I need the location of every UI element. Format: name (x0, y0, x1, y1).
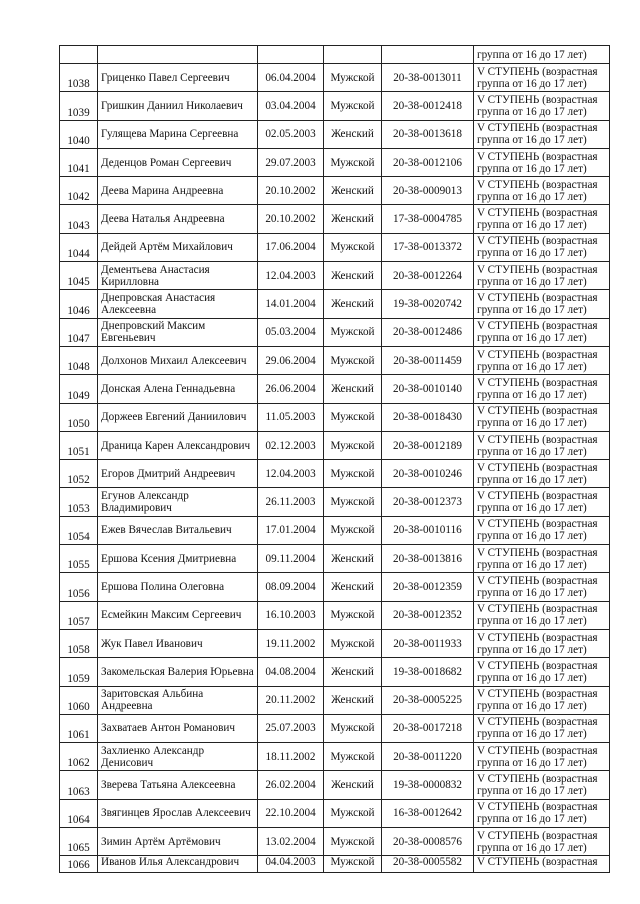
step-group-text: группа от 16 до 17 лет) (477, 190, 587, 203)
cell-num: 1042 (60, 177, 98, 205)
cell-step (474, 686, 610, 714)
cell-step (474, 403, 610, 431)
step-group-text: группа от 16 до 17 лет) (477, 332, 587, 345)
table-row (60, 64, 610, 92)
cell-num: 1052 (60, 460, 98, 488)
step-level-text: V СТУПЕНЬ (возрастная (477, 603, 598, 616)
cell-num: 1064 (60, 799, 98, 827)
table-row (60, 92, 610, 120)
cell-code: 20-38-0013011 (382, 64, 474, 92)
cell-code: 20-38-0011933 (382, 629, 474, 657)
table-row (60, 148, 610, 176)
step-group-text: группа от 16 до 17 лет) (477, 275, 587, 288)
cell-step (474, 262, 610, 290)
cell-num: 1061 (60, 714, 98, 742)
step-level-text: V СТУПЕНЬ (возрастная (477, 773, 598, 786)
table-row (60, 743, 610, 771)
cell-code: 20-38-0018430 (382, 403, 474, 431)
table-row (60, 177, 610, 205)
table-row (60, 828, 610, 856)
table-row (60, 233, 610, 261)
cell-name: Егунов Александр Владимирович (98, 488, 258, 516)
step-level-text: V СТУПЕНЬ (возрастная (477, 433, 598, 446)
cell-num: 1058 (60, 629, 98, 657)
table-row (60, 516, 610, 544)
cell-num: 1046 (60, 290, 98, 318)
cell-num: 1065 (60, 828, 98, 856)
cell-step (474, 799, 610, 827)
cell-code: 20-38-0013816 (382, 545, 474, 573)
cell-step (474, 743, 610, 771)
cell-code: 20-38-0012359 (382, 573, 474, 601)
cell-step (474, 92, 610, 120)
step-group-text: группа от 16 до 17 лет) (477, 615, 587, 628)
table-row (60, 545, 610, 573)
cell-date: 17.06.2004 (258, 233, 324, 261)
cell-code: 20-38-0011220 (382, 743, 474, 771)
cell-code: 20-38-0012486 (382, 318, 474, 346)
cell-num: 1049 (60, 375, 98, 403)
cell-step (474, 120, 610, 148)
step-group-text: группа от 16 до 17 лет) (477, 219, 587, 232)
step-group-text: группа от 16 до 17 лет) (477, 445, 587, 458)
cell-code: 19-38-0018682 (382, 658, 474, 686)
table-row (60, 799, 610, 827)
table-row (60, 346, 610, 374)
cell-date: 13.02.2004 (258, 828, 324, 856)
table-row (60, 714, 610, 742)
cell-step (474, 233, 610, 261)
cell-sex: Мужской (324, 743, 382, 771)
cell-name (98, 46, 258, 64)
cell-date: 04.08.2004 (258, 658, 324, 686)
cell-sex: Мужской (324, 460, 382, 488)
step-level-text: V СТУПЕНЬ (возрастная (477, 405, 598, 418)
cell-name: Есмейкин Максим Сергеевич (98, 601, 258, 629)
step-group-text: группа от 16 до 17 лет) (477, 247, 587, 260)
table-row (60, 601, 610, 629)
cell-date: 20.10.2002 (258, 177, 324, 205)
registry-table (59, 45, 610, 873)
cell-sex: Мужской (324, 601, 382, 629)
table-row (60, 629, 610, 657)
cell-date: 12.04.2003 (258, 262, 324, 290)
cell-sex: Мужской (324, 629, 382, 657)
table-row (60, 686, 610, 714)
cell-name: Гришкин Даниил Николаевич (98, 92, 258, 120)
cell-name: Иванов Илья Александрович (98, 856, 258, 873)
cell-code: 20-38-0012352 (382, 601, 474, 629)
cell-sex (324, 46, 382, 64)
cell-step (474, 714, 610, 742)
cell-date: 26.11.2003 (258, 488, 324, 516)
step-level-text: V СТУПЕНЬ (возрастная (477, 574, 598, 587)
cell-num: 1039 (60, 92, 98, 120)
cell-date: 20.10.2002 (258, 205, 324, 233)
cell-sex: Мужской (324, 148, 382, 176)
step-level-text: V СТУПЕНЬ (возрастная (477, 348, 598, 361)
cell-date: 20.11.2002 (258, 686, 324, 714)
cell-step (474, 573, 610, 601)
cell-num: 1045 (60, 262, 98, 290)
step-level-text: V СТУПЕНЬ (возрастная (477, 546, 598, 559)
table-row (60, 431, 610, 459)
step-group-text: группа от 16 до 17 лет) (477, 586, 587, 599)
cell-sex: Женский (324, 177, 382, 205)
cell-num: 1053 (60, 488, 98, 516)
cell-num: 1047 (60, 318, 98, 346)
step-group-text: группа от 16 до 17 лет) (477, 558, 587, 571)
cell-code: 20-38-0012264 (382, 262, 474, 290)
cell-code: 20-38-0010246 (382, 460, 474, 488)
table-row-continuation (60, 46, 610, 64)
cell-sex: Мужской (324, 403, 382, 431)
step-group-text: группа от 16 до 17 лет) (477, 304, 587, 317)
cell-code: 17-38-0004785 (382, 205, 474, 233)
cell-step (474, 545, 610, 573)
step-group-text: группа от 16 до 17 лет) (477, 728, 587, 741)
step-level-text: V СТУПЕНЬ (возрастная (477, 320, 598, 333)
cell-code: 20-38-0012189 (382, 431, 474, 459)
cell-num: 1051 (60, 431, 98, 459)
cell-date: 18.11.2002 (258, 743, 324, 771)
step-level-text: V СТУПЕНЬ (возрастная (477, 122, 598, 135)
cell-step (474, 46, 610, 64)
cell-name: Захлиенко Александр Денисович (98, 743, 258, 771)
table-row (60, 771, 610, 799)
cell-sex: Мужской (324, 828, 382, 856)
cell-sex: Женский (324, 686, 382, 714)
step-level-text: V СТУПЕНЬ (возрастная (477, 263, 598, 276)
cell-name: Деденцов Роман Сергеевич (98, 148, 258, 176)
cell-sex: Мужской (324, 64, 382, 92)
cell-sex: Мужской (324, 856, 382, 873)
cell-sex: Женский (324, 290, 382, 318)
cell-step (474, 460, 610, 488)
cell-sex: Женский (324, 375, 382, 403)
cell-name: Гриценко Павел Сергеевич (98, 64, 258, 92)
cell-sex: Мужской (324, 488, 382, 516)
step-group-text: группа от 16 до 17 лет) (477, 162, 587, 175)
cell-step (474, 601, 610, 629)
cell-name: Донская Алена Геннадьевна (98, 375, 258, 403)
cell-step (474, 375, 610, 403)
cell-name: Зверева Татьяна Алексеевна (98, 771, 258, 799)
cell-name: Захватаев Антон Романович (98, 714, 258, 742)
cell-code: 20-38-0010116 (382, 516, 474, 544)
cell-date: 08.09.2004 (258, 573, 324, 601)
cell-step (474, 148, 610, 176)
cell-num: 1063 (60, 771, 98, 799)
step-level-text: V СТУПЕНЬ (возрастная (477, 659, 598, 672)
step-level-text: V СТУПЕНЬ (возрастная (477, 829, 598, 842)
step-level-text: V СТУПЕНЬ (возрастная (477, 801, 598, 814)
cell-num: 1054 (60, 516, 98, 544)
cell-step (474, 318, 610, 346)
cell-name: Ершова Полина Олеговна (98, 573, 258, 601)
cell-date: 02.12.2003 (258, 431, 324, 459)
cell-step (474, 64, 610, 92)
cell-name: Зимин Артём Артёмович (98, 828, 258, 856)
step-level-text: V СТУПЕНЬ (возрастная (477, 93, 598, 106)
cell-num: 1056 (60, 573, 98, 601)
step-level-text: V СТУПЕНЬ (возрастная (477, 178, 598, 191)
step-level-text: V СТУПЕНЬ (возрастная (477, 376, 598, 389)
cell-step (474, 629, 610, 657)
cell-name: Драница Карен Александрович (98, 431, 258, 459)
table-row (60, 460, 610, 488)
cell-step (474, 856, 610, 873)
step-level-text: V СТУПЕНЬ (возрастная (477, 235, 598, 248)
step-group-text: группа от 16 до 17 лет) (477, 105, 587, 118)
cell-code: 20-38-0010140 (382, 375, 474, 403)
cell-date: 22.10.2004 (258, 799, 324, 827)
table-row (60, 205, 610, 233)
cell-sex: Мужской (324, 714, 382, 742)
cell-code: 20-38-0013618 (382, 120, 474, 148)
cell-date: 05.03.2004 (258, 318, 324, 346)
cell-name: Жук Павел Иванович (98, 629, 258, 657)
cell-date: 14.01.2004 (258, 290, 324, 318)
cell-step (474, 290, 610, 318)
step-group-text: группа от 16 до 17 лет) (477, 671, 587, 684)
cell-step (474, 658, 610, 686)
cell-name: Деева Наталья Андреевна (98, 205, 258, 233)
cell-sex: Мужской (324, 431, 382, 459)
cell-date: 02.05.2003 (258, 120, 324, 148)
cell-sex: Мужской (324, 318, 382, 346)
cell-name: Долхонов Михаил Алексеевич (98, 346, 258, 374)
cell-code: 17-38-0013372 (382, 233, 474, 261)
cell-sex: Мужской (324, 346, 382, 374)
step-group-text: группа от 16 до 17 лет) (477, 841, 587, 854)
cell-name: Закомельская Валерия Юрьевна (98, 658, 258, 686)
cell-name: Днепровский Максим Евгеньевич (98, 318, 258, 346)
cell-num: 1060 (60, 686, 98, 714)
step-group-text: группа от 16 до 17 лет) (477, 48, 587, 61)
step-group-text: группа от 16 до 17 лет) (477, 785, 587, 798)
step-level-text: V СТУПЕНЬ (возрастная (477, 150, 598, 163)
cell-step (474, 177, 610, 205)
cell-step (474, 431, 610, 459)
cell-code: 20-38-0017218 (382, 714, 474, 742)
step-level-text: V СТУПЕНЬ (возрастная (477, 490, 598, 503)
step-group-text: группа от 16 до 17 лет) (477, 813, 587, 826)
cell-code: 19-38-0000832 (382, 771, 474, 799)
step-level-text: V СТУПЕНЬ (возрастная (477, 207, 598, 220)
step-group-text: группа от 16 до 17 лет) (477, 77, 587, 90)
table-row (60, 375, 610, 403)
step-level-text: V СТУПЕНЬ (возрастная (477, 688, 598, 701)
cell-sex: Мужской (324, 799, 382, 827)
cell-step (474, 488, 610, 516)
cell-code: 20-38-0012373 (382, 488, 474, 516)
cell-num: 1066 (60, 856, 98, 873)
cell-name: Ежев Вячеслав Витальевич (98, 516, 258, 544)
step-level-text: V СТУПЕНЬ (возрастная (477, 461, 598, 474)
cell-code: 20-38-0011459 (382, 346, 474, 374)
table-row (60, 856, 610, 873)
cell-date: 09.11.2004 (258, 545, 324, 573)
step-level-text: V СТУПЕНЬ (возрастная (477, 744, 598, 757)
cell-sex: Женский (324, 658, 382, 686)
cell-num: 1044 (60, 233, 98, 261)
cell-code: 20-38-0008576 (382, 828, 474, 856)
cell-code: 19-38-0020742 (382, 290, 474, 318)
cell-name: Звягинцев Ярослав Алексеевич (98, 799, 258, 827)
table-row (60, 573, 610, 601)
cell-date: 26.02.2004 (258, 771, 324, 799)
cell-sex: Женский (324, 545, 382, 573)
cell-sex: Женский (324, 205, 382, 233)
cell-code: 20-38-0009013 (382, 177, 474, 205)
table-row (60, 488, 610, 516)
table-row (60, 403, 610, 431)
cell-num: 1059 (60, 658, 98, 686)
table-row (60, 318, 610, 346)
cell-code: 20-38-0005225 (382, 686, 474, 714)
step-group-text: группа от 16 до 17 лет) (477, 473, 587, 486)
cell-num: 1038 (60, 64, 98, 92)
cell-code: 20-38-0012418 (382, 92, 474, 120)
table-row (60, 290, 610, 318)
cell-date: 04.04.2003 (258, 856, 324, 873)
cell-sex: Женский (324, 120, 382, 148)
cell-date: 16.10.2003 (258, 601, 324, 629)
step-group-text: группа от 16 до 17 лет) (477, 388, 587, 401)
cell-num: 1048 (60, 346, 98, 374)
cell-sex: Мужской (324, 233, 382, 261)
cell-num: 1055 (60, 545, 98, 573)
table-row (60, 658, 610, 686)
cell-name: Деева Марина Андреевна (98, 177, 258, 205)
cell-sex: Женский (324, 771, 382, 799)
cell-sex: Женский (324, 573, 382, 601)
cell-code: 20-38-0012106 (382, 148, 474, 176)
cell-date: 25.07.2003 (258, 714, 324, 742)
cell-date: 26.06.2004 (258, 375, 324, 403)
cell-date: 12.04.2003 (258, 460, 324, 488)
cell-num: 1050 (60, 403, 98, 431)
step-group-text: группа от 16 до 17 лет) (477, 417, 587, 430)
table-row (60, 120, 610, 148)
cell-num: 1043 (60, 205, 98, 233)
cell-num: 1041 (60, 148, 98, 176)
cell-step (474, 205, 610, 233)
step-group-text: группа от 16 до 17 лет) (477, 756, 587, 769)
step-group-text: группа от 16 до 17 лет) (477, 530, 587, 543)
step-group-text: группа от 16 до 17 лет) (477, 643, 587, 656)
registry-table-body (60, 46, 610, 873)
cell-date: 17.01.2004 (258, 516, 324, 544)
step-group-text: группа от 16 до 17 лет) (477, 700, 587, 713)
cell-name: Ершова Ксения Дмитриевна (98, 545, 258, 573)
cell-date (258, 46, 324, 64)
cell-name: Доржеев Евгений Даниилович (98, 403, 258, 431)
table-row (60, 262, 610, 290)
cell-step (474, 346, 610, 374)
cell-sex: Мужской (324, 516, 382, 544)
step-group-text: группа от 16 до 17 лет) (477, 502, 587, 515)
cell-step (474, 828, 610, 856)
step-group-text: группа от 16 до 17 лет) (477, 134, 587, 147)
cell-code: 20-38-0005582 (382, 856, 474, 873)
cell-name: Гулящева Марина Сергеевна (98, 120, 258, 148)
cell-code (382, 46, 474, 64)
cell-date: 19.11.2002 (258, 629, 324, 657)
cell-date: 03.04.2004 (258, 92, 324, 120)
cell-code: 16-38-0012642 (382, 799, 474, 827)
cell-num: 1062 (60, 743, 98, 771)
cell-name: Дементьева Анастасия Кирилловна (98, 262, 258, 290)
cell-date: 11.05.2003 (258, 403, 324, 431)
cell-name: Днепровская Анастасия Алексеевна (98, 290, 258, 318)
cell-name: Дейдей Артём Михайлович (98, 233, 258, 261)
step-level-text: V СТУПЕНЬ (возрастная (477, 518, 598, 531)
cell-step (474, 771, 610, 799)
step-level-text: V СТУПЕНЬ (возрастная (477, 856, 598, 869)
cell-date: 29.06.2004 (258, 346, 324, 374)
cell-sex: Мужской (324, 92, 382, 120)
step-level-text: V СТУПЕНЬ (возрастная (477, 716, 598, 729)
cell-date: 29.07.2003 (258, 148, 324, 176)
step-group-text: группа от 16 до 17 лет) (477, 360, 587, 373)
cell-sex: Женский (324, 262, 382, 290)
step-level-text: V СТУПЕНЬ (возрастная (477, 631, 598, 644)
step-level-text: V СТУПЕНЬ (возрастная (477, 65, 598, 78)
cell-name: Заритовская Альбина Андреевна (98, 686, 258, 714)
cell-step (474, 516, 610, 544)
cell-name: Егоров Дмитрий Андреевич (98, 460, 258, 488)
cell-num (60, 46, 98, 64)
step-level-text: V СТУПЕНЬ (возрастная (477, 292, 598, 305)
cell-date: 06.04.2004 (258, 64, 324, 92)
cell-num: 1057 (60, 601, 98, 629)
cell-num: 1040 (60, 120, 98, 148)
